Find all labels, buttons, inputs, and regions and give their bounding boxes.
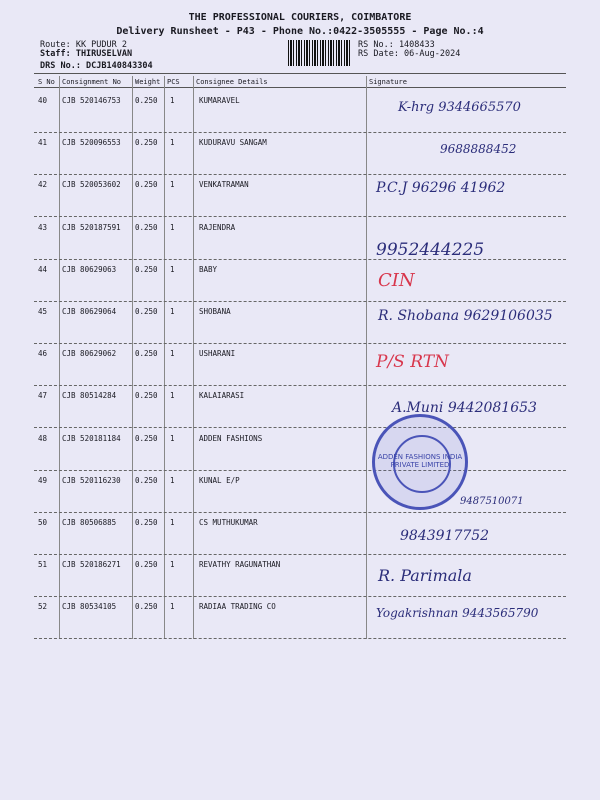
- row-divider: [34, 301, 566, 302]
- row-divider: [34, 470, 566, 471]
- col-header-sno: S No: [38, 78, 55, 86]
- row-consignment-no: CJB 520186271: [62, 560, 121, 570]
- signature-44: CIN: [378, 270, 415, 291]
- signature-40: K-hrg 9344665570: [398, 100, 521, 115]
- row-pcs: 1: [170, 307, 175, 316]
- row-weight: 0.250: [135, 602, 158, 612]
- row-divider: [34, 259, 566, 260]
- signature-46: P/S RTN: [376, 352, 449, 372]
- row-pcs: 1: [170, 96, 175, 105]
- row-consignment-no: CJB 520181184: [62, 433, 121, 443]
- row-consignee: BABY: [199, 264, 218, 274]
- row-consignment-no: CJB 520146753: [62, 96, 121, 105]
- row-pcs: 1: [170, 602, 175, 612]
- row-consignee: CS MUTHUKUMAR: [199, 518, 258, 527]
- row-sno: 52: [38, 602, 48, 612]
- row-weight: 0.250: [135, 560, 158, 570]
- col-header-consignee: Consignee Details: [196, 78, 268, 86]
- signature-47: A.Muni 9442081653: [392, 400, 537, 416]
- row-divider: [34, 427, 566, 428]
- row-sno: 44: [38, 264, 48, 274]
- row-consignee: KUNAL E/P: [199, 475, 240, 485]
- signature-42: P.C.J 96296 41962: [376, 180, 506, 196]
- row-pcs: 1: [170, 518, 175, 527]
- row-consignee: VENKATRAMAN: [199, 180, 249, 190]
- row-consignee: KUDURAVU SANGAM: [199, 138, 267, 148]
- col-header-weight: Weight: [135, 78, 161, 86]
- signature-51: R. Parimala: [378, 566, 472, 585]
- row-sno: 51: [38, 560, 48, 570]
- row-sno: 43: [38, 222, 48, 232]
- row-consignment-no: CJB 80629064: [62, 307, 117, 316]
- row-divider: [34, 216, 566, 217]
- row-weight: 0.250: [135, 307, 158, 316]
- row-pcs: 1: [170, 180, 175, 190]
- drs-label: DRS No.: DCJB140843304: [40, 61, 153, 71]
- row-consignee: RADIAA TRADING CO: [199, 602, 276, 612]
- row-weight: 0.250: [135, 518, 158, 527]
- row-pcs: 1: [170, 264, 175, 274]
- row-sno: 49: [38, 475, 48, 485]
- row-consignee: KUMARAVEL: [199, 96, 240, 105]
- signature-41: 9688888452: [440, 142, 517, 156]
- row-weight: 0.250: [135, 180, 158, 190]
- row-divider: [34, 174, 566, 175]
- row-consignee: ADDEN FASHIONS: [199, 433, 263, 443]
- signature-50: 9843917752: [400, 528, 490, 544]
- row-pcs: 1: [170, 222, 175, 232]
- stamp-text: ADDEN FASHIONS INDIA PRIVATE LIMITED: [377, 453, 463, 469]
- row-sno: 48: [38, 433, 48, 443]
- row-divider: [34, 343, 566, 344]
- col-header-consignment: Consignment No: [62, 78, 122, 86]
- row-sno: 46: [38, 349, 48, 359]
- row-consignment-no: CJB 80534105: [62, 602, 117, 612]
- row-sno: 50: [38, 518, 48, 527]
- row-consignee: RAJENDRA: [199, 222, 236, 232]
- row-divider: [34, 385, 566, 386]
- signature-45: R. Shobana 9629106035: [378, 308, 553, 324]
- row-weight: 0.250: [135, 264, 158, 274]
- staff-label: Staff: THIRUSELVAN: [40, 49, 133, 59]
- signature-52: Yogakrishnan 9443565790: [376, 606, 539, 620]
- col-header-pcs: PCS: [167, 78, 180, 86]
- row-pcs: 1: [170, 349, 175, 359]
- row-sno: 42: [38, 180, 48, 190]
- row-pcs: 1: [170, 138, 175, 148]
- row-consignment-no: CJB 520187591: [62, 222, 121, 232]
- row-divider: [34, 638, 566, 639]
- signature-49: 9487510071: [460, 496, 524, 507]
- rs-date: RS Date: 06-Aug-2024: [358, 49, 461, 59]
- row-divider: [34, 512, 566, 513]
- table-header-rule: [34, 87, 566, 88]
- row-consignment-no: CJB 520053602: [62, 180, 121, 190]
- row-divider: [34, 554, 566, 555]
- company-title: THE PROFESSIONAL COURIERS, COIMBATORE: [188, 12, 412, 23]
- rs-number: RS No.: 1408433: [358, 40, 435, 50]
- row-consignee: KALAIARASI: [199, 391, 245, 401]
- row-weight: 0.250: [135, 222, 158, 232]
- row-consignment-no: CJB 80506885: [62, 518, 117, 527]
- row-pcs: 1: [170, 560, 175, 570]
- row-consignee: REVATHY RAGUNATHAN: [199, 560, 281, 570]
- signature-43: 9952444225: [376, 240, 485, 260]
- row-weight: 0.250: [135, 391, 158, 401]
- row-sno: 41: [38, 138, 48, 148]
- row-weight: 0.250: [135, 349, 158, 359]
- row-weight: 0.250: [135, 475, 158, 485]
- barcode: [288, 40, 352, 66]
- row-consignee: USHARANI: [199, 349, 236, 359]
- row-weight: 0.250: [135, 96, 158, 105]
- col-header-signature: Signature: [369, 78, 407, 86]
- row-consignment-no: CJB 520096553: [62, 138, 121, 148]
- company-stamp: [372, 414, 468, 510]
- row-consignment-no: CJB 80629062: [62, 349, 117, 359]
- row-pcs: 1: [170, 433, 175, 443]
- row-weight: 0.250: [135, 138, 158, 148]
- row-consignment-no: CJB 80629063: [62, 264, 117, 274]
- runsheet-subtitle: Delivery Runsheet - P43 - Phone No.:0422-3505555 - Page No.:4: [116, 26, 484, 37]
- row-sno: 40: [38, 96, 48, 105]
- row-sno: 45: [38, 307, 48, 316]
- row-pcs: 1: [170, 475, 175, 485]
- route-label: Route: KK PUDUR 2: [40, 40, 127, 50]
- row-weight: 0.250: [135, 433, 158, 443]
- row-divider: [34, 596, 566, 597]
- row-consignment-no: CJB 520116230: [62, 475, 121, 485]
- row-sno: 47: [38, 391, 48, 401]
- row-divider: [34, 132, 566, 133]
- table-top-rule: [34, 73, 566, 74]
- row-consignee: SHOBANA: [199, 307, 231, 316]
- row-pcs: 1: [170, 391, 175, 401]
- row-consignment-no: CJB 80514284: [62, 391, 117, 401]
